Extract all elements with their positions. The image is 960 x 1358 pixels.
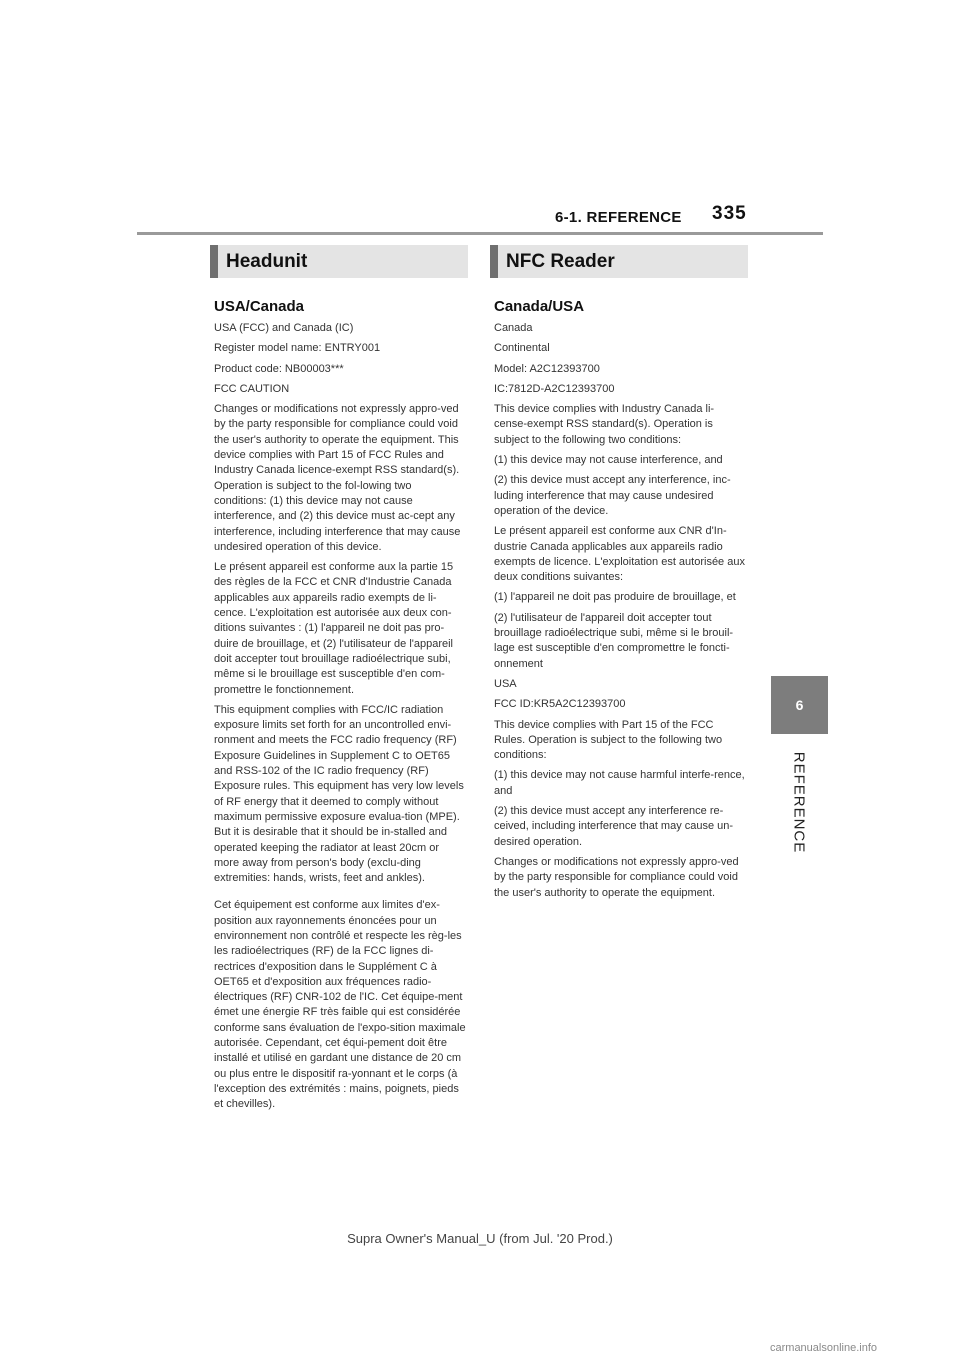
paragraph: FCC ID:KR5A2C12393700 [494,698,626,711]
footer-manual-title: Supra Owner's Manual_U (from Jul. '20 Prod.) [347,1231,613,1246]
paragraph: Continental [494,342,550,355]
paragraph: (2) this device must accept any interference re-ceived, including interference that may cause un-desired operation. [494,805,734,848]
paragraph: FCC CAUTION [214,382,290,395]
left-body [214,321,466,1113]
subheading-usa-canada: USA/Canada [214,298,305,315]
watermark[interactable]: carmanualsonline.info [770,1342,878,1354]
paragraph: Changes or modifications not expressly appro-ved by the party responsible for compliance could void the user's authority to operate the equipment. This device complies with Part 15 of FCC Rules and Industry Canada licence-exempt RSS standard(s). Operation is subject to the fol-lowing two conditions: (1) this device may not cause interference, and (2) this device must ac-cept any interference, including interference that may cause undesired operation of this device. [214,403,461,553]
chapter-tab-label [770,742,828,862]
header-rule [137,232,823,235]
paragraph: Changes or modifications not expressly appro-ved by the party responsible for compliance could void the user's authority to operate the equipment. [494,855,739,899]
left-column [210,245,468,1118]
section-title-headunit: Headunit [210,245,468,278]
paragraph: Product code: NB00003*** [214,362,344,375]
paragraph: This equipment complies with FCC/IC radiation exposure limits set forth for an uncontrolled envi-ronment and meets the FCC radio frequency (RF) Exposure Guidelines in Supplement C to OET65 and RSS-102 of the IC radio frequency (RF) Exposure rules. This equipment has very low levels of RF energy that it deemed to comply without maximum permissive exposure evalua-tion (MPE). But it is desirable that it should be in-stalled and operated keeping the radiator at least 20cm or more away from person's body (exclu-ding extremities: hands, wrists, feet and ankles). [214,703,464,885]
chapter-tab-number: 6 [771,676,828,734]
header-section-title: 6-1. REFERENCE [555,209,682,226]
paragraph: Model: A2C12393700 [494,362,600,375]
chapter-tab-label-text: REFERENCE [790,751,808,853]
paragraph: Cet équipement est conforme aux limites d'ex-position aux rayonnements énoncées pour un environnement non contrôlé et respecte les règ-les les radioélectriques (RF) de la FCC lignes di-rectrices d'exposition dans le Supplément C à OET65 et d'exposition aux fréquences radio-électriques (RF) CNR-102 de l'IC. Cet équipe-ment émet une énergie RF très faible qui est considérée conforme sans évaluation de l'expo-sition maximale autorisée. Cependant, cet équi-pement doit être installé et utilisé en gardant une distance de 20 cm ou plus entre le dispositif ra-yonnant et le corps (à l'exception des extrémités : mains, poignets, pieds et chevilles). [214,899,466,1111]
subheading-canada-usa: Canada/USA [494,298,585,315]
paragraph: USA [494,677,517,690]
paragraph: (1) this device may not cause interference, and [494,454,723,467]
paragraph: (1) this device may not cause harmful interfe-rence, and [494,769,745,797]
paragraph: This device complies with Part 15 of the FCC Rules. Operation is subject to the following two conditions: [494,718,723,762]
paragraph: (1) l'appareil ne doit pas produire de brouillage, et [494,591,736,604]
paragraph: Register model name: ENTRY001 [214,342,381,355]
section-title-nfc-reader: NFC Reader [490,245,748,278]
paragraph: (2) l'utilisateur de l'appareil doit accepter tout brouillage radioélectrique subi, même si le brouil-lage est susceptible d'en compromettre le foncti-onnement [494,611,734,670]
paragraph: (2) this device must accept any interference, inc-luding interference that may cause undesired operation of the device. [494,474,731,517]
paragraph: Le présent appareil est conforme aux CNR d'In-dustrie Canada applicables aux appareils radio exempts de licence. L'exploitation est autorisée aux deux conditions suivantes: [494,525,745,584]
paragraph: This device complies with Industry Canada li-cense-exempt RSS standard(s). Operation is subject to the following two conditions: [494,403,715,446]
paragraph: Canada [494,322,533,334]
right-column [490,245,748,906]
paragraph: Le présent appareil est conforme aux la partie 15 des règles de la FCC et CNR d'Industrie Canada applicables aux appareils radio exempts de li-cence. L'exploitation est autorisée aux deux con-ditions suivantes : (1) l'appareil ne doit pas pro-duire de brouillage, et (2) l'utilisateur de l'appareil doit accepter tout brouillage radioélectrique subi, même si le brouillage est susceptible d'en com-promettre le fonctionnement. [214,561,454,696]
paragraph: USA (FCC) and Canada (IC) [214,322,354,334]
page-number: 335 [712,203,747,224]
right-body [494,321,746,901]
paragraph: IC:7812D-A2C12393700 [494,382,615,395]
